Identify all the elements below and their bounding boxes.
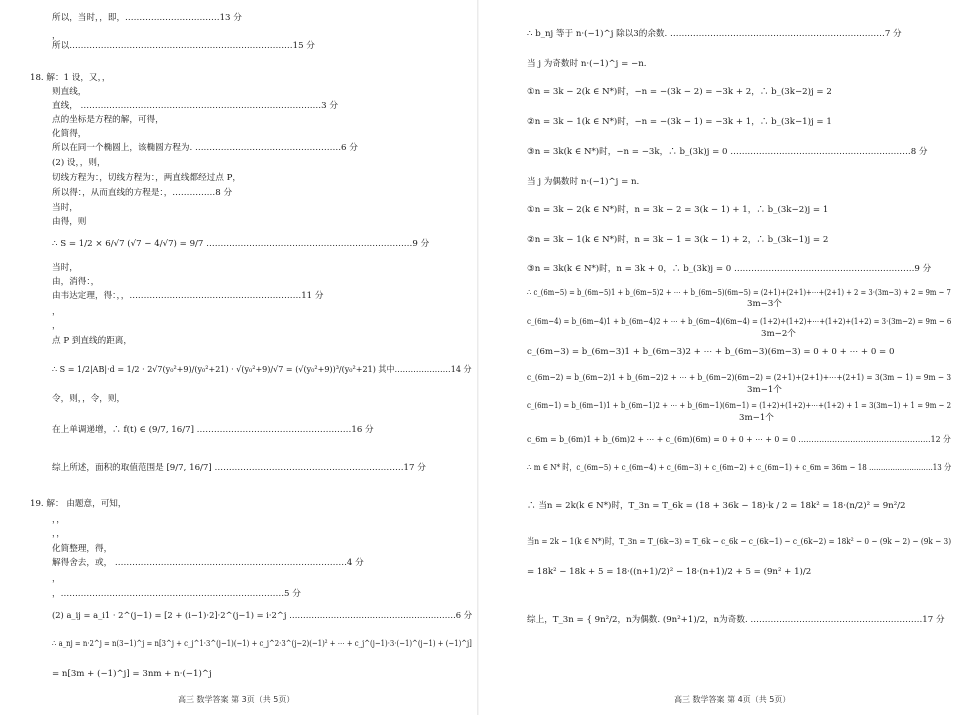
page4-line: 当 j 为偶数时 n·(−1)^j = n. [527, 177, 640, 187]
page4-line: c_6m = b_(6m)1 + b_(6m)2 + ⋯ + c_(6m)(6m) = 0 + 0 + ⋯ + 0 = 0 ……………………………………………12 分 [527, 435, 951, 445]
page3-line: 当时， [52, 263, 78, 273]
page3-line: ， [52, 307, 61, 317]
page3-line: ，， [52, 529, 65, 539]
page4-line: ∴ c_(6m−5) = b_(6m−5)1 + b_(6m−5)2 + ⋯ + b_(6m−5)(6m−5) = (2+1)+(2+1)+⋯+(2+1) + 2 = 3·(3m−3) + 2 = 9m − 7 [527, 288, 951, 298]
page3-line: 则直线， [52, 87, 87, 97]
page4-line: 3m−1个 [739, 413, 774, 423]
page4-line: c_(6m−4) = b_(6m−4)1 + b_(6m−4)2 + ⋯ + b_(6m−4)(6m−4) = (1+2)+(1+2)+⋯+(1+2)+(1+2) = 3·(3m−2) = 9m − 6 [527, 317, 952, 327]
page3-footer: 高三 数学答案 第 3页（共 5页） [178, 695, 295, 704]
page4-line: 3m−1个 [747, 385, 782, 395]
page3-line: 由，消得：， [52, 277, 100, 287]
page3-line: 点 P 到直线的距离， [52, 336, 132, 346]
page3-line: 解得舍去，或， ………………………………………………………………………4 分 [52, 558, 364, 568]
page4-line: 当n = 2k − 1(k ∈ N*)时，T_3n = T_(6k−3) = T_6k − c_6k − c_(6k−1) − c_(6k−2) = 18k² − 0 − (9k − 2) − (9k − 3) [527, 537, 952, 547]
page3-line: 直线， …………………………………………………………………………3 分 [52, 101, 338, 111]
page4-line: ∴ 当n = 2k(k ∈ N*)时，T_3n = T_6k = (18 + 36k − 18)·k / 2 = 18k² = 18·(n/2)² = 9n²/2 [527, 501, 906, 511]
page3-line: 所以……………………………………………………………………15 分 [52, 41, 315, 51]
page3-line: 化简整理，得， [52, 544, 113, 554]
page4-line: ②n = 3k − 1(k ∈ N*)时，n = 3k − 1 = 3(k − 1) + 2，∴ b_(3k−1)j = 2 [527, 235, 829, 245]
page3-line: 由韦达定理，得：，，……………………………………………………11 分 [52, 291, 324, 301]
page3-line: ∴ a_nj = n·2^j = n(3−1)^j = n[3^j + c_j^1·3^(j−1)(−1) + c_j^2·3^(j−2)(−1)² + ⋯ + c_j^(j−1)·3·(−1)^(j−1) + (−1)^j] [52, 639, 472, 649]
answer-page-4 [479, 0, 957, 715]
page3-line: 当时， [52, 203, 78, 213]
page3-line: 在上单调递增，∴ f(t) ∈ (9/7, 16/7] ………………………………………………16 分 [52, 425, 374, 435]
page3-line: ，， [52, 515, 65, 525]
page3-line: 化简得， [52, 129, 87, 139]
page4-line: 当 j 为奇数时 n·(−1)^j = −n. [527, 59, 647, 69]
answer-page-3 [0, 0, 478, 715]
page3-line: 19. 解： 由题意，可知， [30, 499, 127, 509]
page3-line: 综上所述，面积的取值范围是 [9/7, 16/7] …………………………………………………………17 分 [52, 463, 426, 473]
page3-line: = n[3m + (−1)^j] = 3nm + n·(−1)^j [52, 669, 212, 679]
page4-line: c_(6m−3) = b_(6m−3)1 + b_(6m−3)2 + ⋯ + b_(6m−3)(6m−3) = 0 + 0 + ⋯ + 0 = 0 [527, 347, 895, 357]
page3-line: (2) 设，，则， [52, 158, 106, 168]
page3-line: ∴ S = 1/2 × 6/√7 (√7 − 4/√7) = 9/7 ………………………………………………………………9 分 [52, 239, 430, 249]
page4-line: ∴ b_nj 等于 n·(−1)^j 除以3的余数. …………………………………………………………………7 分 [527, 29, 902, 39]
page3-line: 所以得：，从而直线的方程是：，……………8 分 [52, 188, 233, 198]
page3-line: 令，则，，令，则， [52, 394, 126, 404]
page4-line: ①n = 3k − 2(k ∈ N*)时，−n = −(3k − 2) = −3k + 2，∴ b_(3k−2)j = 2 [527, 87, 832, 97]
page4-line: = 18k² − 18k + 5 = 18·((n+1)/2)² − 18·(n+1)/2 + 5 = (9n² + 1)/2 [527, 567, 812, 577]
page3-line: ，……………………………………………………………………5 分 [52, 589, 301, 599]
page3-line: 点的坐标是方程的解，可得， [52, 115, 164, 125]
page3-line: 由得，则 [52, 217, 87, 227]
page4-line: ②n = 3k − 1(k ∈ N*)时，−n = −(3k − 1) = −3k + 1，∴ b_(3k−1)j = 1 [527, 117, 832, 127]
page4-line: c_(6m−2) = b_(6m−2)1 + b_(6m−2)2 + ⋯ + b_(6m−2)(6m−2) = (2+1)+(2+1)+⋯+(2+1) = 3(3m − 1) = 9m − 3 [527, 373, 952, 383]
page4-footer: 高三 数学答案 第 4页（共 5页） [674, 695, 791, 704]
page4-line: ∴ m ∈ N* 时，c_(6m−5) + c_(6m−4) + c_(6m−3) + c_(6m−2) + c_(6m−1) + c_6m = 36m − 18 ………………………13 分 [527, 463, 952, 473]
page3-line: ∴ S = 1/2|AB|·d = 1/2 · 2√7(y₀²+9)/(y₀²+21) · √(y₀²+9)/√7 = (√(y₀²+9))³/(y₀²+21) 其中…………………14 分 [52, 365, 472, 375]
page4-line: ③n = 3k(k ∈ N*)时，n = 3k + 0，∴ b_(3k)j = 0 ………………………………………………………9 分 [527, 264, 932, 274]
page3-line: 所以，当时，，即，……………………………13 分 [52, 13, 242, 23]
page4-line: ③n = 3k(k ∈ N*)时，−n = −3k，∴ b_(3k)j = 0 ………………………………………………………8 分 [527, 147, 928, 157]
page4-line: c_(6m−1) = b_(6m−1)1 + b_(6m−1)2 + ⋯ + b_(6m−1)(6m−1) = (1+2)+(1+2)+⋯+(1+2) + 1 = 3(3m−1) + 1 = 9m − 2 [527, 401, 952, 411]
page3-line: ， [52, 31, 61, 41]
page4-line: 综上，T_3n = { 9n²/2，n为偶数. (9n²+1)/2，n为奇数. ……………………………………………………17 分 [527, 615, 945, 625]
page4-line: ①n = 3k − 2(k ∈ N*)时，n = 3k − 2 = 3(k − 1) + 1，∴ b_(3k−2)j = 1 [527, 205, 829, 215]
page3-line: 所以在同一个椭圆上，该椭圆方程为. ……………………………………………6 分 [52, 143, 358, 153]
page3-line: ， [52, 321, 61, 331]
page4-line: 3m−2个 [761, 329, 796, 339]
page3-line: 切线方程为：，切线方程为：，两直线都经过点 P， [52, 173, 241, 183]
page4-line: 3m−3个 [747, 299, 782, 309]
page3-line: 18. 解：1 设，又，， [30, 73, 111, 83]
page3-line: ， [52, 574, 61, 584]
page3-line: (2) a_ij = a_i1 · 2^(j−1) = [2 + (i−1)·2]·2^(j−1) = i·2^j ……………………………………………………6 分 [52, 611, 473, 621]
